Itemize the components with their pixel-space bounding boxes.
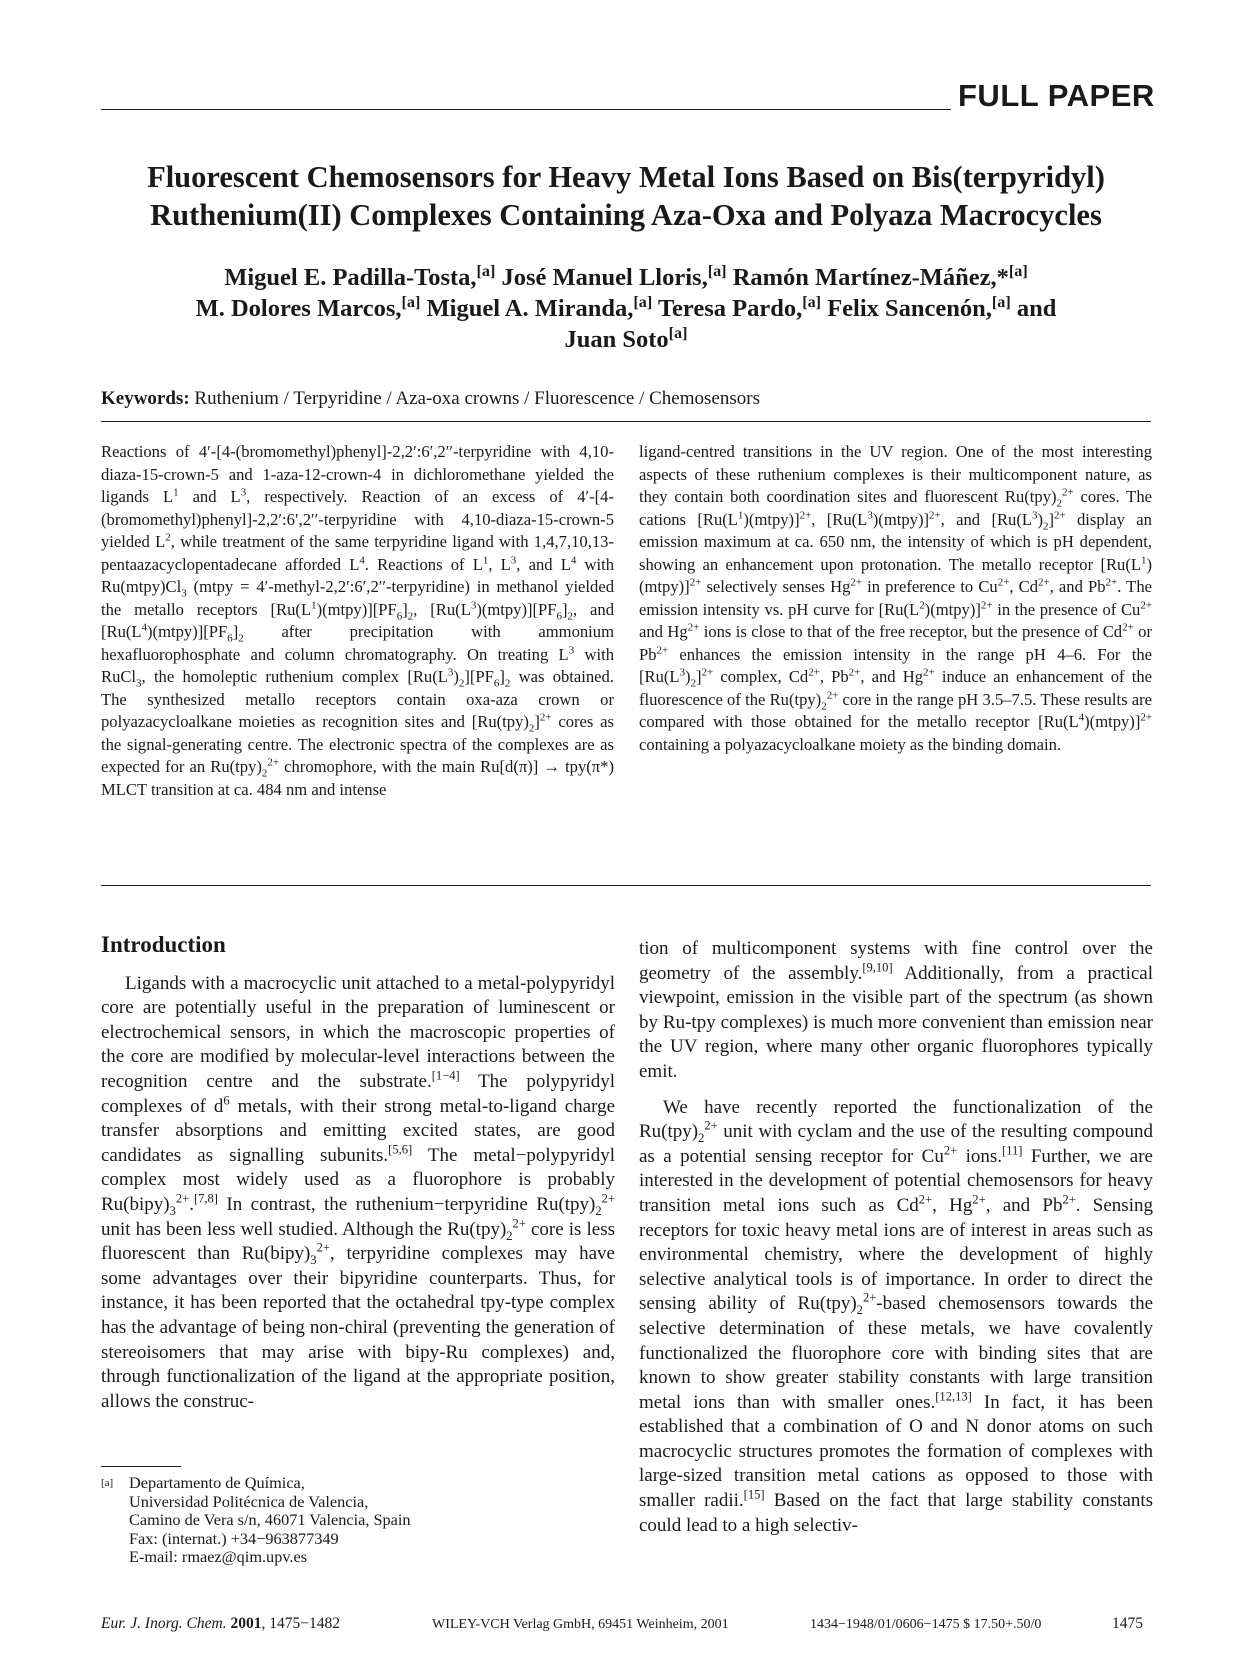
author: M. Dolores Marcos, bbox=[195, 295, 402, 322]
author-list bbox=[101, 262, 1151, 355]
body-left-column bbox=[101, 933, 615, 1414]
author: Ramón Martínez-Máñez,* bbox=[732, 264, 1009, 291]
author-line-2 bbox=[101, 293, 1151, 324]
affiliation-footnote bbox=[101, 1474, 615, 1567]
affiliation-mark: [a] bbox=[476, 262, 496, 280]
paragraph: We have recently reported the functionalization of the $Ru(tpy)_2^{2+}$ unit with cyclam and the use of the resulting compound as a potential sensing receptor for $Cu^{2+}$ ions.[11] Further, we are interested in the development of potential chemosensors for heavy transition metal ions such as $Cd^{2+}$, $Hg^{2+}$, and $Pb^{2+}$. Sensing receptors for toxic heavy metal ions are of interest in areas such as environmental chemistry, where the development of highly selective analytical tools is of importance. In order to direct the sensing ability of $Ru(tpy)_2^{2+}$-based chemosensors towards the selective determination of these metals, we have covalently functionalized the fluorophore core with binding sites that are known to show greater stability constants with large transition metal ions than with smaller ones.[12,13] In fact, it has been established that a combination of O and N donor atoms on such macrocyclic structures promotes the formation of complexes with large-sized transition metal cations as opposed to those with smaller radii.[15] Based on the fact that large stability constants could lead to a high selectiv- bbox=[639, 1096, 1154, 1536]
author-line-3 bbox=[101, 324, 1151, 355]
paragraph: Ligands with a macrocyclic unit attached to a metal-polypyridyl core are potentially useful in the preparation of luminescent or electrochemical sensors, in which the macroscopic properties of the core are modified by molecular-level interactions between the recognition centre and the substrate.[1−4] The polypyridyl complexes of $d^6$ metals, with their strong metal-to-ligand charge transfer absorptions and emitting excited states, are good candidates as signalling subunits.[5,6] The metal−polypyridyl complex most widely used as a fluorophore is probably $Ru(bipy)_3^{2+}.[7,8]$ In contrast, the ruthenium−terpyridine $Ru(tpy)_2^{2+}$ unit has been less well studied. Although the $Ru(tpy)_2^{2+}$ core is less fluorescent than $Ru(bipy)_3^{2+}$, terpyridine complexes may have some advantages over their bipyridine counterparts. Thus, for instance, it has been reported that the octahedral tpy-type complex has the advantage of being non-chiral (preventing the generation of stereoisomers that may arise with bipy-Ru complexes) and, through functionalization of the ligand at the appropriate position, allows the construc- bbox=[101, 972, 615, 1412]
title-line-1: Fluorescent Chemosensors for Heavy Metal Ions Based on Bis(terpyridyl) bbox=[147, 160, 1105, 194]
footer-issn: 1434−1948/01/0606−1475 $ 17.50+.50/0 bbox=[810, 1617, 1042, 1632]
author: Miguel E. Padilla-Tosta, bbox=[224, 264, 477, 291]
footnote-line: Universidad Politécnica de Valencia, bbox=[129, 1491, 369, 1511]
body-right-column bbox=[639, 937, 1153, 1538]
affiliation-mark: [a] bbox=[1008, 262, 1028, 280]
affiliation-mark: [a] bbox=[991, 293, 1011, 311]
author-line-1 bbox=[101, 262, 1151, 293]
footer-journal bbox=[101, 1615, 340, 1633]
author: José Manuel Lloris, bbox=[501, 264, 708, 291]
citation: [11] bbox=[1002, 1143, 1023, 1158]
affiliation-mark: [a] bbox=[633, 293, 653, 311]
page-number: 1475 bbox=[1112, 1615, 1143, 1632]
footnote-line: Camino de Vera s/n, 46071 Valencia, Spain bbox=[129, 1510, 411, 1529]
citation: [12,13] bbox=[935, 1389, 972, 1404]
abstract-bottom-rule bbox=[101, 885, 1151, 886]
abstract-text: Reactions of 4′-[4-(bromomethyl)phenyl]-2,2′:6′,2′′-terpyridine with 4,10-diaza-15-crown-5 and 1-aza-12-crown-4 in dichloromethane yielded the ligands $L^1$ and $L^3$, respectively. Reaction of an excess of 4′-[4-(bromomethyl)phenyl]-2,2′:6′,2′′-terpyridine with 4,10-diaza-15-crown-5 yielded $L^2$, while treatment of the same terpyridine ligand with 1,4,7,10,13-pentaazacyclopentadecane afforded $L^4$. Reactions of $L^1$, $L^3$, and $L^4$ with $Ru(mtpy)Cl_3$ (mtpy = 4′-methyl-2,2′:6′,2′′-terpyridine) in methanol yielded the metallo receptors $[Ru(L^1)(mtpy)][PF_6]_2$, $[Ru(L^3)(mtpy)][PF_6]_2$, and $[Ru(L^4)(mtpy)][PF_6]_2$ after precipitation with ammonium hexafluorophosphate and column chromatography. On treating $L^3$ with RuCl$_3$, the homoleptic ruthenium complex $[Ru(L^3)_2][PF_6]_2$ was obtained. The synthesized metallo receptors contain oxa-aza crown or polyazacycloalkane moieties as recognition sites and $[Ru(tpy)_2]^{2+}$ cores as the signal-generating centre. The electronic spectra of the complexes are as expected for an $Ru(tpy)_2^{2+}$ chromophore, with the main Ru[d(π)] → tpy(π*) MLCT transition at ca. 484 nm and intense bbox=[101, 442, 615, 799]
paragraph: tion of multicomponent systems with fine control over the geometry of the assembly.[9,10] Additionally, from a practical viewpoint, emission in the visible part of the spectrum (as shown by Ru-tpy complexes) is much more convenient than emission near the UV region, where many other organic fluorophores typically emit. bbox=[639, 938, 1153, 1082]
affiliation-mark: [a] bbox=[401, 293, 421, 311]
author: Felix Sancenón, bbox=[827, 295, 992, 322]
header-rule bbox=[101, 109, 951, 110]
keywords-label: Keywords: bbox=[101, 388, 190, 409]
section-label: FULL PAPER bbox=[958, 78, 1155, 113]
footnote-line: Departamento de Química, bbox=[129, 1473, 305, 1492]
footnote-mark: [a] bbox=[101, 1477, 114, 1489]
citation: [1−4] bbox=[431, 1068, 460, 1083]
affiliation-mark: [a] bbox=[707, 262, 727, 280]
abstract-text: ligand-centred transitions in the UV region. One of the most interesting aspects of these ruthenium complexes is their multicomponent nature, as they contain both coordination sites and fluorescent $Ru(tpy)_2^{2+}$ cores. The cations $[Ru(L^1)(mtpy)]^{2+}$, $[Ru(L^3)(mtpy)]^{2+}$, and $[Ru(L^3)_2]^{2+}$ display an emission maximum at ca. 650 nm, the intensity of which is pH dependent, showing an enhancement upon protonation. The metallo receptor $[Ru(L^1)(mtpy)]^{2+}$ selectively senses $Hg^{2+}$ in preference to $Cu^{2+}$, $Cd^{2+}$, and $Pb^{2+}$. The emission intensity vs. pH curve for $[Ru(L^2)(mtpy)]^{2+}$ in the presence of $Cu^{2+}$ and $Hg^{2+}$ ions is close to that of the free receptor, but the presence of $Cd^{2+}$ or $Pb^{2+}$ enhances the emission intensity in the range pH 4–6. For the $[Ru(L^3)_2]^{2+}$ complex, $Cd^{2+}$, $Pb^{2+}$, and $Hg^{2+}$ induce an enhancement of the fluorescence of the $Ru(tpy)_2^{2+}$ core in the range pH 3.5–7.5. These results are compared with those obtained for the metallo receptor $[Ru(L^4)(mtpy)]^{2+}$ containing a polyazacycloalkane moiety as the binding domain. bbox=[639, 442, 1153, 754]
abstract-top-rule bbox=[101, 421, 1151, 422]
footer-publisher: WILEY-VCH Verlag GmbH, 69451 Weinheim, 2001 bbox=[432, 1617, 729, 1632]
footnote-line: Fax: (internat.) +34−963877349 bbox=[129, 1528, 339, 1548]
citation: [15] bbox=[743, 1487, 765, 1502]
footnote-body bbox=[129, 1474, 615, 1567]
footnote-rule bbox=[101, 1466, 181, 1467]
affiliation-mark: [a] bbox=[802, 293, 822, 311]
section-heading: Introduction bbox=[101, 932, 226, 957]
author: Juan Soto bbox=[564, 326, 669, 353]
title-line-2: Ruthenium(II) Complexes Containing Aza-Oxa and Polyaza Macrocycles bbox=[150, 198, 1102, 232]
author: Miguel A. Miranda, bbox=[426, 295, 634, 322]
abstract-left-column bbox=[101, 441, 614, 801]
citation: [5,6] bbox=[388, 1142, 413, 1157]
citation: [7,8] bbox=[193, 1191, 218, 1206]
conjunction: and bbox=[1016, 295, 1057, 322]
journal-year: 2001 bbox=[230, 1615, 262, 1632]
journal-pages: , 1475−1482 bbox=[261, 1615, 340, 1632]
keywords-list: Ruthenium / Terpyridine / Aza-oxa crowns / Fluorescence / Chemosensors bbox=[194, 388, 760, 409]
keywords bbox=[101, 388, 1151, 410]
author: Teresa Pardo, bbox=[657, 295, 803, 322]
abstract-right-column bbox=[639, 441, 1152, 756]
footnote-email: E-mail: rmaez@qim.upv.es bbox=[129, 1547, 308, 1566]
affiliation-mark: [a] bbox=[668, 324, 688, 342]
article-title bbox=[101, 158, 1151, 234]
citation: [9,10] bbox=[862, 960, 893, 975]
journal-name: Eur. J. Inorg. Chem. bbox=[101, 1615, 227, 1632]
